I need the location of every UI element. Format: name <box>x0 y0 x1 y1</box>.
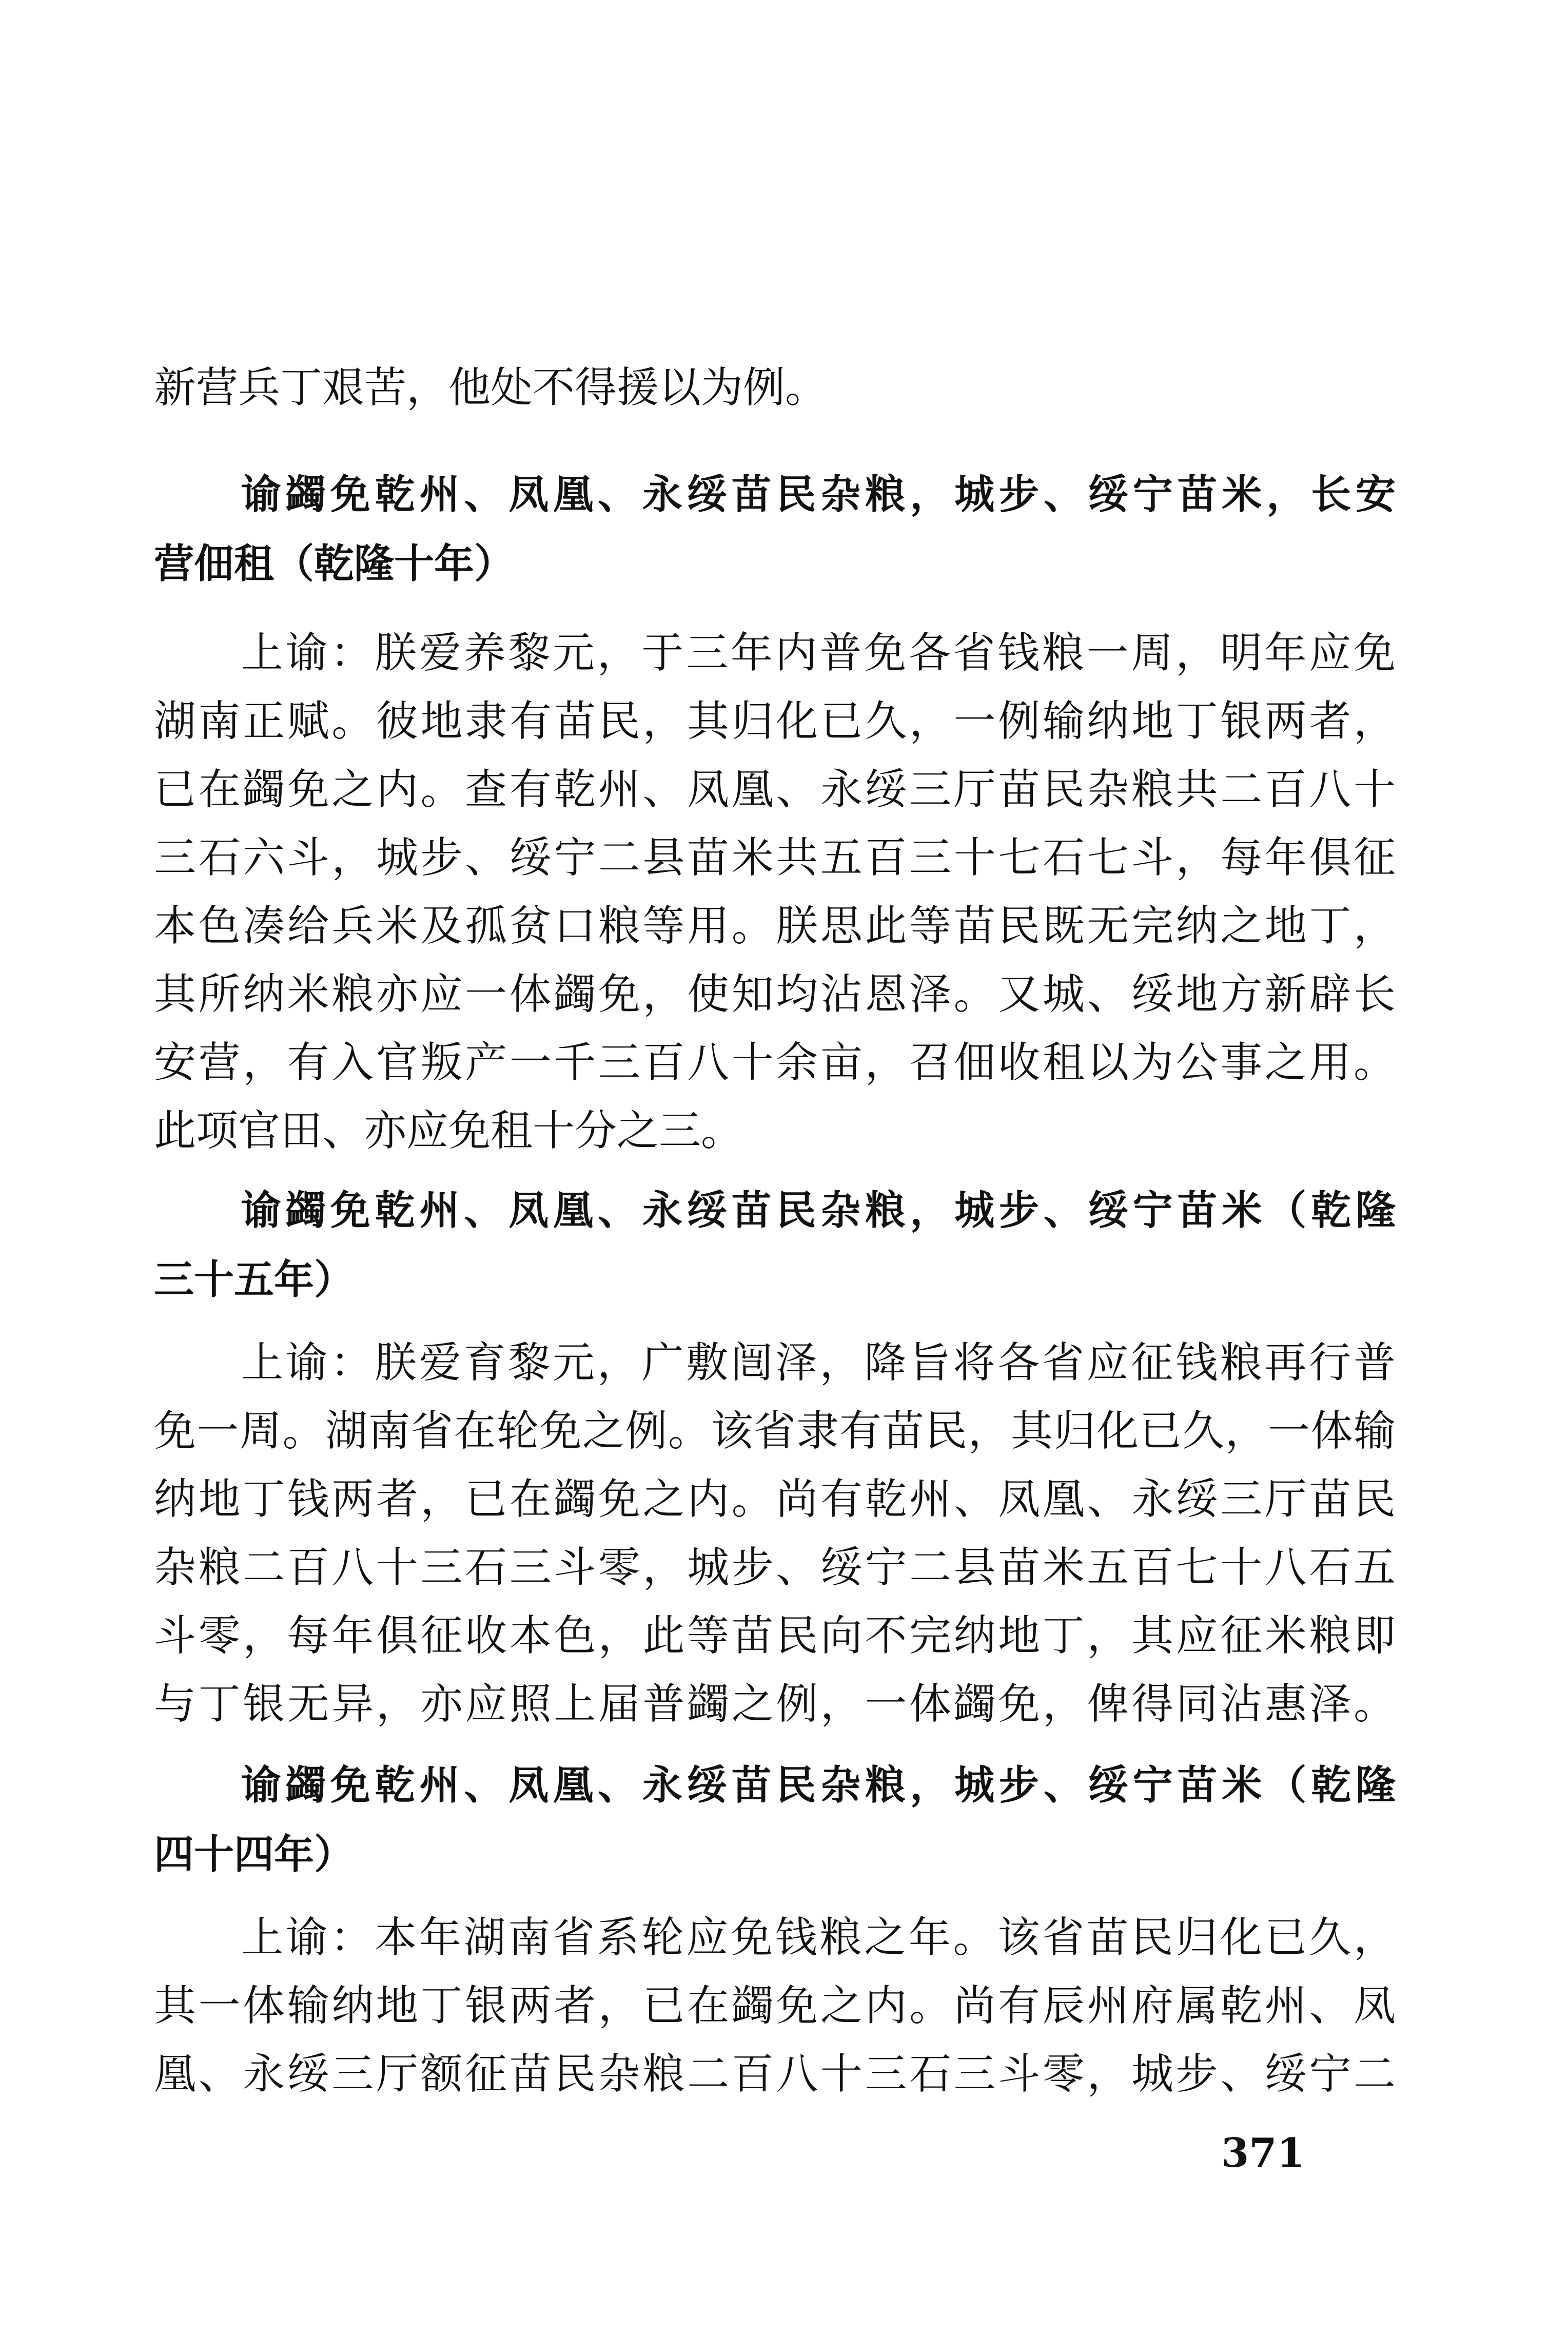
opening-line: 新营兵丁艰苦，他处不得援以为例。 <box>154 363 828 412</box>
section-2-body-line-6: 与丁银无异，亦应照上届普蠲之例，一体蠲免，俾得同沾惠泽。 <box>154 1680 1396 1728</box>
section-1-body-line-2: 湖南正赋。彼地隶有苗民，其归化已久，一例输纳地丁银两者， <box>154 697 1396 746</box>
page-number: 371 <box>1221 2130 1305 2177</box>
section-3-body-line-1: 上谕：本年湖南省系轮应免钱粮之年。该省苗民归化已久， <box>241 1913 1396 1962</box>
section-2-body-line-2: 免一周。湖南省在轮免之例。该省隶有苗民，其归化已久，一体输 <box>154 1407 1396 1455</box>
section-2-body-line-1: 上谕：朕爱育黎元，广敷闿泽，降旨将各省应征钱粮再行普 <box>241 1338 1396 1387</box>
section-2-body-line-5: 斗零，每年俱征收本色，此等苗民向不完纳地丁，其应征米粮即 <box>154 1611 1396 1660</box>
section-2-heading-line-1: 谕蠲免乾州、凤凰、永绥苗民杂粮，城步、绥宁苗米（乾隆 <box>241 1188 1396 1234</box>
section-1-body-line-4: 三石六斗，城步、绥宁二县苗米共五百三十七石七斗，每年俱征 <box>154 833 1396 882</box>
section-1-heading-line-2: 营佃租（乾隆十年） <box>154 541 515 587</box>
section-1-body-line-5: 本色凑给兵米及孤贫口粮等用。朕思此等苗民既无完纳之地丁， <box>154 902 1396 950</box>
section-1-body-line-7: 安营，有入官叛产一千三百八十余亩，召佃收租以为公事之用。 <box>154 1038 1396 1087</box>
section-1-body-line-6: 其所纳米粮亦应一体蠲免，使知均沾恩泽。又城、绥地方新辟长 <box>154 970 1396 1019</box>
section-3-body-line-2: 其一体输纳地丁银两者，已在蠲免之内。尚有辰州府属乾州、凤 <box>154 1981 1396 2030</box>
section-2-heading-line-2: 三十五年） <box>154 1257 355 1303</box>
section-3-body-line-3: 凰、永绥三厅额征苗民杂粮二百八十三石三斗零，城步、绥宁二 <box>154 2050 1396 2099</box>
section-1-heading-line-1: 谕蠲免乾州、凤凰、永绥苗民杂粮，城步、绥宁苗米，长安 <box>241 472 1396 518</box>
section-3-heading-line-1: 谕蠲免乾州、凤凰、永绥苗民杂粮，城步、绥宁苗米（乾隆 <box>241 1762 1396 1809</box>
section-2-body-line-4: 杂粮二百八十三石三斗零，城步、绥宁二县苗米五百七十八石五 <box>154 1543 1396 1592</box>
section-1-body-line-1: 上谕：朕爱养黎元，于三年内普免各省钱粮一周，明年应免 <box>241 629 1396 677</box>
section-3-heading-line-2: 四十四年） <box>154 1832 355 1878</box>
section-1-body-line-8: 此项官田、亦应免租十分之三。 <box>154 1106 743 1155</box>
section-2-body-line-3: 纳地丁钱两者，已在蠲免之内。尚有乾州、凤凰、永绥三厅苗民 <box>154 1475 1396 1524</box>
section-1-body-line-3: 已在蠲免之内。查有乾州、凤凰、永绥三厅苗民杂粮共二百八十 <box>154 765 1396 814</box>
